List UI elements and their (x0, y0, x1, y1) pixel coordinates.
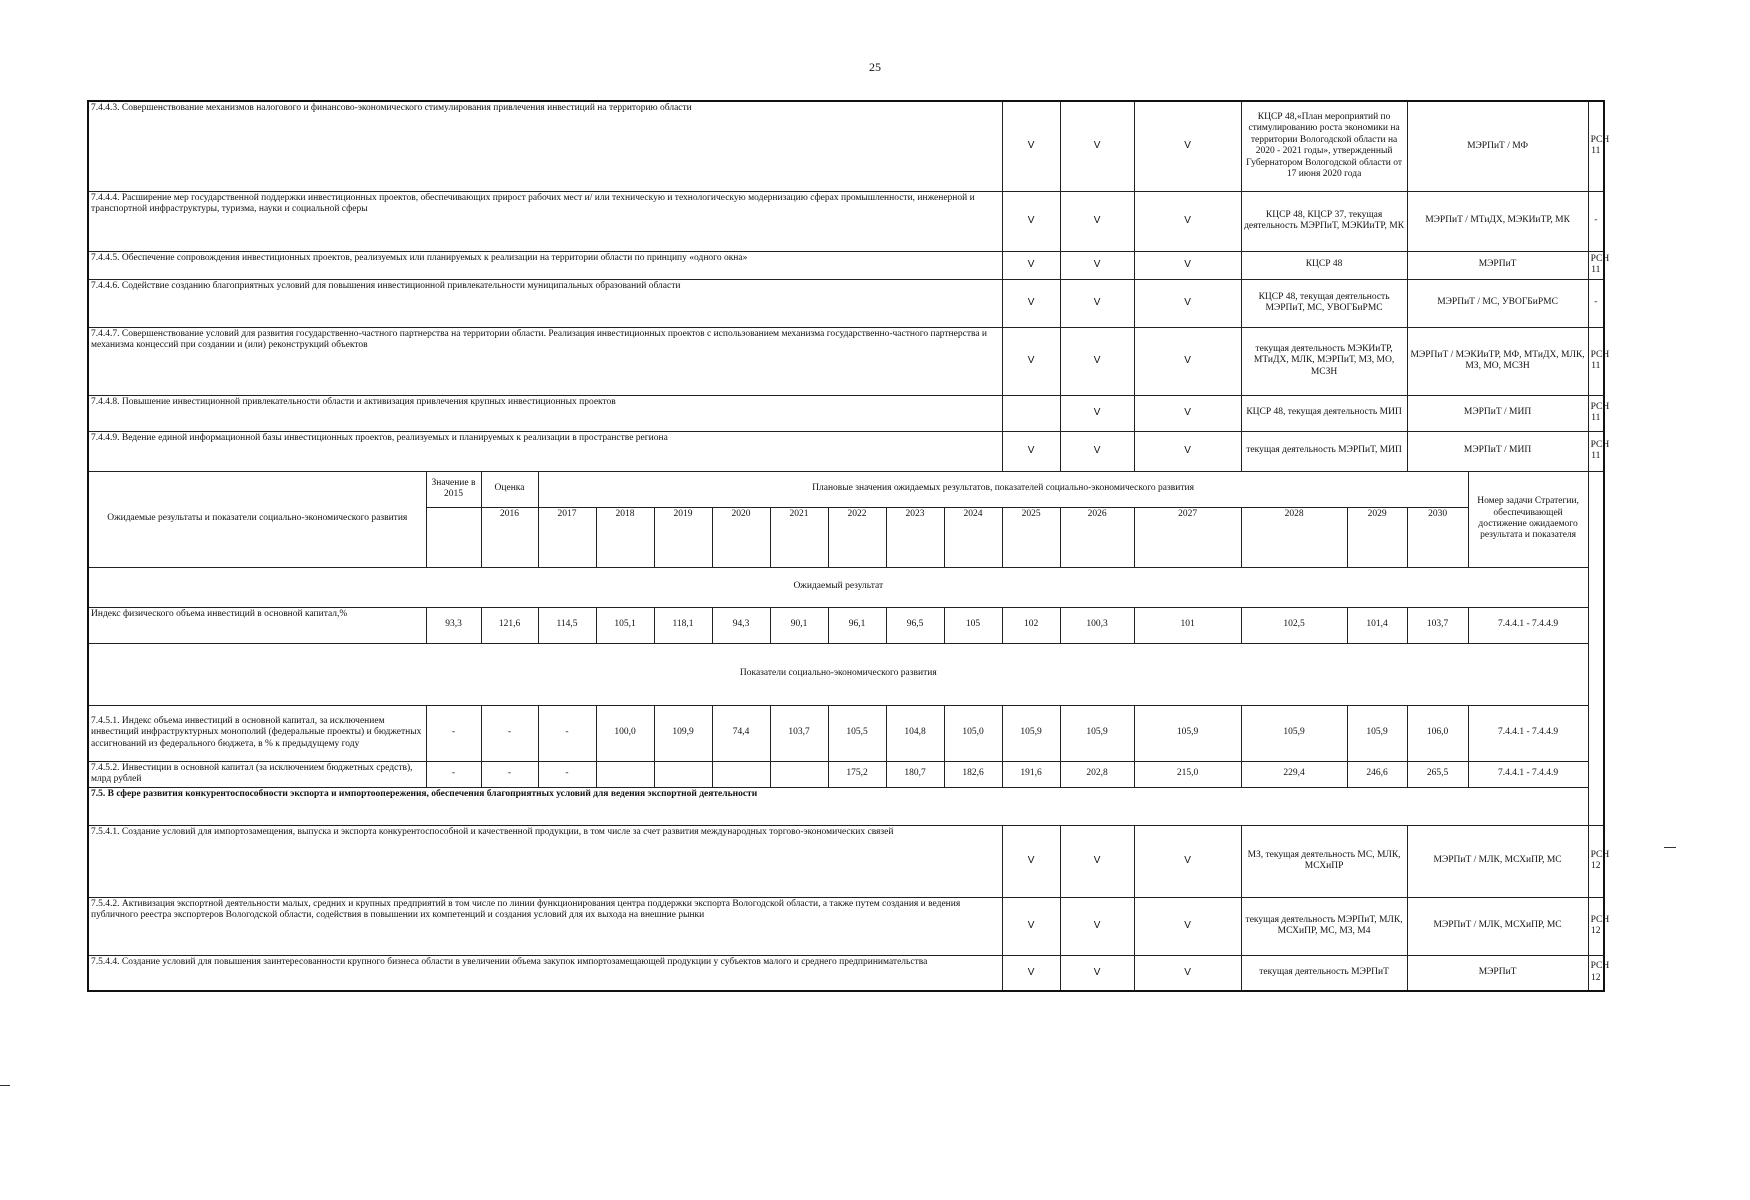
year-header: 2028 (1241, 507, 1347, 567)
measure-period-mark-2: V (1060, 431, 1134, 471)
year-value: 229,4 (1241, 761, 1347, 787)
section-row (88, 643, 1604, 705)
value-2015: - (426, 705, 481, 761)
task-number-header: Номер задачи Стратегии, обеспечивающей достижение ожидаемого результата и показателя (1468, 471, 1588, 567)
measure-period-mark-2: V (1060, 279, 1134, 327)
measure-task: РСН 11 (1588, 101, 1604, 191)
estimate-header: Оценка (481, 471, 538, 507)
measure-source: текущая деятельность МЭРПиТ, МЛК, МСХиПР, МС, МЗ, М4 (1241, 897, 1407, 955)
measure-executor: МЭРПиТ / МЛК, МСХиПР, МС (1407, 897, 1588, 955)
measure-period-mark-1: V (1002, 825, 1060, 897)
year-value: 100,0 (596, 705, 654, 761)
measure-executor: МЭРПиТ / МТиДХ, МЭКИиТР, МК (1407, 191, 1588, 251)
year-header: 2024 (944, 507, 1002, 567)
measure-period-mark-3: V (1134, 101, 1241, 191)
measure-task: РСН 12 (1588, 897, 1604, 955)
year-value: 106,0 (1407, 705, 1468, 761)
expected-result-label: Индекс физического объема инвестиций в основной капитал,% (88, 607, 426, 643)
row-task-range: 7.4.4.1 - 7.4.4.9 (1468, 607, 1588, 643)
section-row (88, 567, 1604, 607)
year-value: 74,4 (712, 705, 770, 761)
indicator-label: 7.4.5.2. Инвестиции в основной капитал (за исключением бюджетных средств), млрд рублей (88, 761, 426, 787)
year-value: 114,5 (538, 607, 596, 643)
year-value: - (481, 705, 538, 761)
measure-row (88, 191, 1604, 251)
year-header: 2026 (1060, 507, 1134, 567)
year-value: 215,0 (1134, 761, 1241, 787)
measure-task: - (1588, 279, 1604, 327)
measure-executor: МЭРПиТ (1407, 251, 1588, 279)
measure-period-mark-2: V (1060, 251, 1134, 279)
year-value: 180,7 (886, 761, 944, 787)
measure-period-mark-2: V (1060, 395, 1134, 431)
measure-period-mark-2: V (1060, 955, 1134, 991)
year-value: 175,2 (828, 761, 886, 787)
year-value: 103,7 (770, 705, 828, 761)
year-header: 2017 (538, 507, 596, 567)
year-value: 202,8 (1060, 761, 1134, 787)
year-header: 2022 (828, 507, 886, 567)
measure-task: РСН 11 (1588, 395, 1604, 431)
year-value: - (538, 705, 596, 761)
measure-executor: МЭРПиТ (1407, 955, 1588, 991)
row-task-range: 7.4.4.1 - 7.4.4.9 (1468, 761, 1588, 787)
measure-source: текущая деятельность МЭРПиТ (1241, 955, 1407, 991)
year-value: 96,5 (886, 607, 944, 643)
measure-period-mark-2: V (1060, 897, 1134, 955)
year-value (712, 761, 770, 787)
measure-period-mark-2: V (1060, 327, 1134, 395)
measure-period-mark-3: V (1134, 327, 1241, 395)
year-value: 102 (1002, 607, 1060, 643)
measure-row (88, 251, 1604, 279)
measure-text: 7.4.4.8. Повышение инвестиционной привлекательности области и активизация привлечения крупных инвестиционных проектов (88, 395, 1002, 431)
measure-text: 7.4.4.7. Совершенствование условий для развития государственно-частного партнерства на территории области. Реализация инвестиционных проектов с использованием механизма государственно-частного партнерства и механизма концессий при создании и (или) реконструкций объектов (88, 327, 1002, 395)
measure-period-mark-2: V (1060, 101, 1134, 191)
measure-task: РСН 12 (1588, 955, 1604, 991)
year-header: 2023 (886, 507, 944, 567)
indicator-row (88, 705, 1604, 761)
year-value: 105,9 (1134, 705, 1241, 761)
measure-period-mark-1: V (1002, 897, 1060, 955)
section-expected-result: Ожидаемый результат (88, 567, 1588, 607)
year-value: 103,7 (1407, 607, 1468, 643)
year-value: 191,6 (1002, 761, 1060, 787)
measure-row (88, 955, 1604, 991)
page-edge-mark (1664, 847, 1676, 848)
year-header: 2019 (654, 507, 712, 567)
measure-task: РСН 11 (1588, 251, 1604, 279)
year-header: 2025 (1002, 507, 1060, 567)
year-value: 100,3 (1060, 607, 1134, 643)
year-value: 96,1 (828, 607, 886, 643)
year-header: 2027 (1134, 507, 1241, 567)
year-header: 2018 (596, 507, 654, 567)
measure-period-mark-1: V (1002, 101, 1060, 191)
measure-period-mark-1 (1002, 395, 1060, 431)
measure-period-mark-1: V (1002, 279, 1060, 327)
measure-row (88, 395, 1604, 431)
year-value: 109,9 (654, 705, 712, 761)
measure-text: 7.4.4.5. Обеспечение сопровождения инвестиционных проектов, реализуемых или планируемых к реализации на территории области по принципу «одного окна» (88, 251, 1002, 279)
measure-period-mark-3: V (1134, 825, 1241, 897)
year-header: 2029 (1347, 507, 1407, 567)
measure-period-mark-3: V (1134, 897, 1241, 955)
measure-executor: МЭРПиТ / МЭКИиТР, МФ, МТиДХ, МЛК, МЗ, МО, МСЗН (1407, 327, 1588, 395)
measure-row (88, 101, 1604, 191)
year-value: 105,0 (944, 705, 1002, 761)
expected-result-row (88, 607, 1604, 643)
measure-text: 7.4.4.9. Ведение единой информационной базы инвестиционных проектов, реализуемых и планируемых к реализации в пространстве региона (88, 431, 1002, 471)
year-value: 182,6 (944, 761, 1002, 787)
year-value: 90,1 (770, 607, 828, 643)
measure-row (88, 825, 1604, 897)
measure-source: КЦСР 48, текущая деятельность МИП (1241, 395, 1407, 431)
year-value: 105,9 (1060, 705, 1134, 761)
value-2015-header: Значение в 2015 (426, 471, 481, 507)
measure-task: РСН 12 (1588, 825, 1604, 897)
strategy-table (87, 100, 1610, 992)
year-value (770, 761, 828, 787)
year-value: - (538, 761, 596, 787)
measure-task: - (1588, 191, 1604, 251)
value-2015: - (426, 761, 481, 787)
measure-executor: МЭРПиТ / МИП (1407, 395, 1588, 431)
measure-period-mark-1: V (1002, 955, 1060, 991)
measure-executor: МЭРПиТ / МС, УВОГБиРМС (1407, 279, 1588, 327)
measure-row (88, 327, 1604, 395)
measure-source: текущая деятельность МЭРПиТ, МИП (1241, 431, 1407, 471)
measure-source: КЦСР 48,«План мероприятий по стимулированию роста экономики на территории Вологодской области на 2020 - 2021 годы», утвержденный Губернатором Вологодской области от 17 июня 2020 года (1241, 101, 1407, 191)
measure-period-mark-3: V (1134, 279, 1241, 327)
year-value: 101,4 (1347, 607, 1407, 643)
year-value: 105,9 (1002, 705, 1060, 761)
year-value (654, 761, 712, 787)
year-value: 102,5 (1241, 607, 1347, 643)
table-body (88, 101, 1610, 991)
measure-task: РСН 11 (1588, 327, 1604, 395)
measure-text: 7.5.4.4. Создание условий для повышения заинтересованности крупного бизнеса области в увеличении объема закупок импортозамещающей продукции у субъектов малого и среднего предпринимательства (88, 955, 1002, 991)
year-value: 105 (944, 607, 1002, 643)
measure-period-mark-3: V (1134, 955, 1241, 991)
measure-period-mark-2: V (1060, 191, 1134, 251)
year-value: 104,8 (886, 705, 944, 761)
indicator-label: 7.4.5.1. Индекс объема инвестиций в основной капитал, за исключением инвестиций инфраструктурных монополий (федеральные проекты) и бюджетных ассигнований из федерального бюджета, в % к предыдущему году (88, 705, 426, 761)
page-number: 25 (869, 60, 881, 74)
measure-source: МЗ, текущая деятельность МС, МЛК, МСХиПР (1241, 825, 1407, 897)
measure-period-mark-1: V (1002, 191, 1060, 251)
indicator-row (88, 761, 1604, 787)
measure-row (88, 897, 1604, 955)
year-value: 265,5 (1407, 761, 1468, 787)
measure-executor: МЭРПиТ / МФ (1407, 101, 1588, 191)
year-value: 105,9 (1241, 705, 1347, 761)
measure-source: КЦСР 48 (1241, 251, 1407, 279)
value-2015-blank (426, 507, 481, 567)
measure-row (88, 431, 1604, 471)
year-value: 121,6 (481, 607, 538, 643)
measure-source: КЦСР 48, текущая деятельность МЭРПиТ, МС, УВОГБиРМС (1241, 279, 1407, 327)
measure-period-mark-3: V (1134, 395, 1241, 431)
year-value: 118,1 (654, 607, 712, 643)
measure-executor: МЭРПиТ / МИП (1407, 431, 1588, 471)
results-label-header: Ожидаемые результаты и показатели социально-экономического развития (88, 471, 426, 567)
year-value: 105,5 (828, 705, 886, 761)
measure-text: 7.4.4.3. Совершенствование механизмов налогового и финансово-экономического стимулирования привлечения инвестиций на территорию области (88, 101, 1002, 191)
planned-values-header: Плановые значения ожидаемых результатов, показателей социально-экономического развития (538, 471, 1468, 507)
measure-period-mark-1: V (1002, 327, 1060, 395)
page-edge-mark (0, 1085, 10, 1086)
year-value: - (481, 761, 538, 787)
measure-text: 7.5.4.1. Создание условий для импортозамещения, выпуска и экспорта конкурентоспособной и качественной продукции, в том числе за счет развития международных торгово-экономических связей (88, 825, 1002, 897)
section-7-5-title: 7.5. В сфере развития конкурентоспособности экспорта и импортоопережения, обеспечения благоприятных условий для ведения экспортной деятельности (88, 787, 1588, 825)
measure-row (88, 279, 1604, 327)
year-header: 2030 (1407, 507, 1468, 567)
measure-period-mark-3: V (1134, 251, 1241, 279)
measure-source: КЦСР 48, КЦСР 37, текущая деятельность МЭРПиТ, МЭКИиТР, МК (1241, 191, 1407, 251)
year-value: 105,1 (596, 607, 654, 643)
year-header: 2016 (481, 507, 538, 567)
measure-text: 7.4.4.6. Содействие созданию благоприятных условий для повышения инвестиционной привлекательности муниципальных образований области (88, 279, 1002, 327)
year-header: 2020 (712, 507, 770, 567)
year-value: 105,9 (1347, 705, 1407, 761)
year-value (596, 761, 654, 787)
section-indicators: Показатели социально-экономического развития (88, 643, 1588, 705)
measure-period-mark-1: V (1002, 431, 1060, 471)
section-row (88, 787, 1604, 825)
measure-period-mark-1: V (1002, 251, 1060, 279)
year-value: 94,3 (712, 607, 770, 643)
measure-text: 7.4.4.4. Расширение мер государственной поддержки инвестиционных проектов, обеспечивающих прирост рабочих мест и/ или техническую и технологическую модернизацию сферах промышленности, инженерной и транспортной инфраструктуры, туризма, науки и социальной сферы (88, 191, 1002, 251)
row-task-range: 7.4.4.1 - 7.4.4.9 (1468, 705, 1588, 761)
year-header: 2021 (770, 507, 828, 567)
measure-task: РСН 11 (1588, 431, 1604, 471)
measure-source: текущая деятельность МЭКИиТР, МТиДХ, МЛК, МЭРПиТ, МЗ, МО, МСЗН (1241, 327, 1407, 395)
measure-period-mark-2: V (1060, 825, 1134, 897)
year-value: 246,6 (1347, 761, 1407, 787)
measure-executor: МЭРПиТ / МЛК, МСХиПР, МС (1407, 825, 1588, 897)
measure-period-mark-3: V (1134, 431, 1241, 471)
results-header-row (88, 471, 1604, 507)
measure-text: 7.5.4.2. Активизация экспортной деятельности малых, средних и крупных предприятий в том числе по линии функционирования центра поддержки экспорта Вологодской области, а также путем создания и ведения публичного реестра экспортеров Вологодской области, содействия в повышении их компетенций и создания условий для их выхода на внешние рынки (88, 897, 1002, 955)
value-2015: 93,3 (426, 607, 481, 643)
year-value: 101 (1134, 607, 1241, 643)
measure-period-mark-3: V (1134, 191, 1241, 251)
